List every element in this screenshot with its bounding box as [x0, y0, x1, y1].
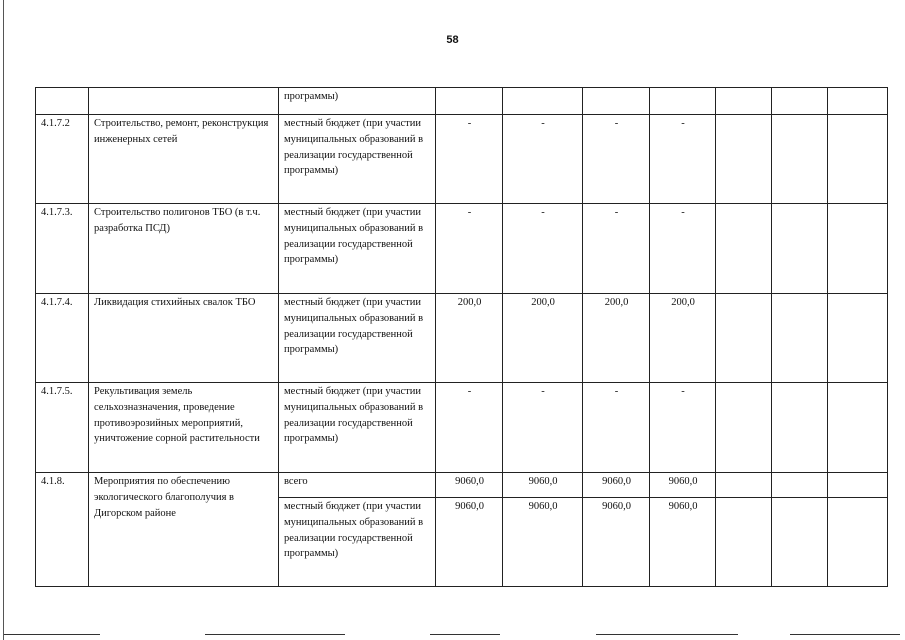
value-cell: -	[436, 383, 503, 473]
footer-rules	[0, 634, 905, 636]
value-cell: -	[436, 115, 503, 204]
name-cell: Строительство полигонов ТБО (в т.ч. разработка ПСД)	[89, 204, 279, 294]
name-cell: Строительство, ремонт, реконструкция инженерных сетей	[89, 115, 279, 204]
table-row	[36, 383, 888, 473]
value-cell: -	[650, 115, 716, 204]
code-cell: 4.1.7.4.	[36, 294, 89, 383]
value-cell: -	[503, 204, 583, 294]
source-cell: программы)	[279, 88, 436, 115]
source-cell: местный бюджет (при участии муниципальных образований в реализации государственной программы)	[279, 204, 436, 294]
source-cell: местный бюджет (при участии муниципальных образований в реализации государственной программы)	[279, 115, 436, 204]
value-cell: 9060,0	[650, 473, 716, 498]
table-row-continuation	[36, 88, 888, 115]
value-cell: 200,0	[503, 294, 583, 383]
name-cell: Ликвидация стихийных свалок ТБО	[89, 294, 279, 383]
table-row	[36, 473, 888, 498]
value-cell: 200,0	[650, 294, 716, 383]
source-cell: местный бюджет (при участии муниципальных образований в реализации государственной программы)	[279, 294, 436, 383]
value-cell: -	[583, 383, 650, 473]
source-cell: местный бюджет (при участии муниципальных образований в реализации государственной программы)	[279, 498, 436, 587]
source-cell: всего	[279, 473, 436, 498]
budget-table	[35, 87, 888, 587]
value-cell: 9060,0	[503, 498, 583, 587]
table-row	[36, 115, 888, 204]
value-cell: -	[650, 204, 716, 294]
page-number: 58	[446, 34, 459, 46]
scan-edge-line	[3, 0, 4, 640]
value-cell: -	[583, 115, 650, 204]
table-row	[36, 294, 888, 383]
code-cell: 4.1.7.3.	[36, 204, 89, 294]
value-cell: 200,0	[583, 294, 650, 383]
code-cell	[36, 88, 89, 115]
value-cell: -	[436, 204, 503, 294]
source-cell: местный бюджет (при участии муниципальных образований в реализации государственной программы)	[279, 383, 436, 473]
code-cell: 4.1.8.	[36, 473, 89, 587]
value-cell: 9060,0	[436, 473, 503, 498]
value-cell: -	[650, 383, 716, 473]
value-cell: 9060,0	[436, 498, 503, 587]
name-cell: Мероприятия по обеспечению экологического благополучия в Дигорском районе	[89, 473, 279, 587]
value-cell: -	[583, 204, 650, 294]
value-cell: 9060,0	[583, 498, 650, 587]
name-cell: Рекультивация земель сельхозназначения, проведение противоэрозийных мероприятий, уничтожение сорной растительности	[89, 383, 279, 473]
value-cell: -	[503, 383, 583, 473]
value-cell: 9060,0	[583, 473, 650, 498]
code-cell: 4.1.7.5.	[36, 383, 89, 473]
value-cell: 9060,0	[650, 498, 716, 587]
table-row	[36, 204, 888, 294]
name-cell	[89, 88, 279, 115]
code-cell: 4.1.7.2	[36, 115, 89, 204]
value-cell: -	[503, 115, 583, 204]
value-cell: 200,0	[436, 294, 503, 383]
value-cell: 9060,0	[503, 473, 583, 498]
